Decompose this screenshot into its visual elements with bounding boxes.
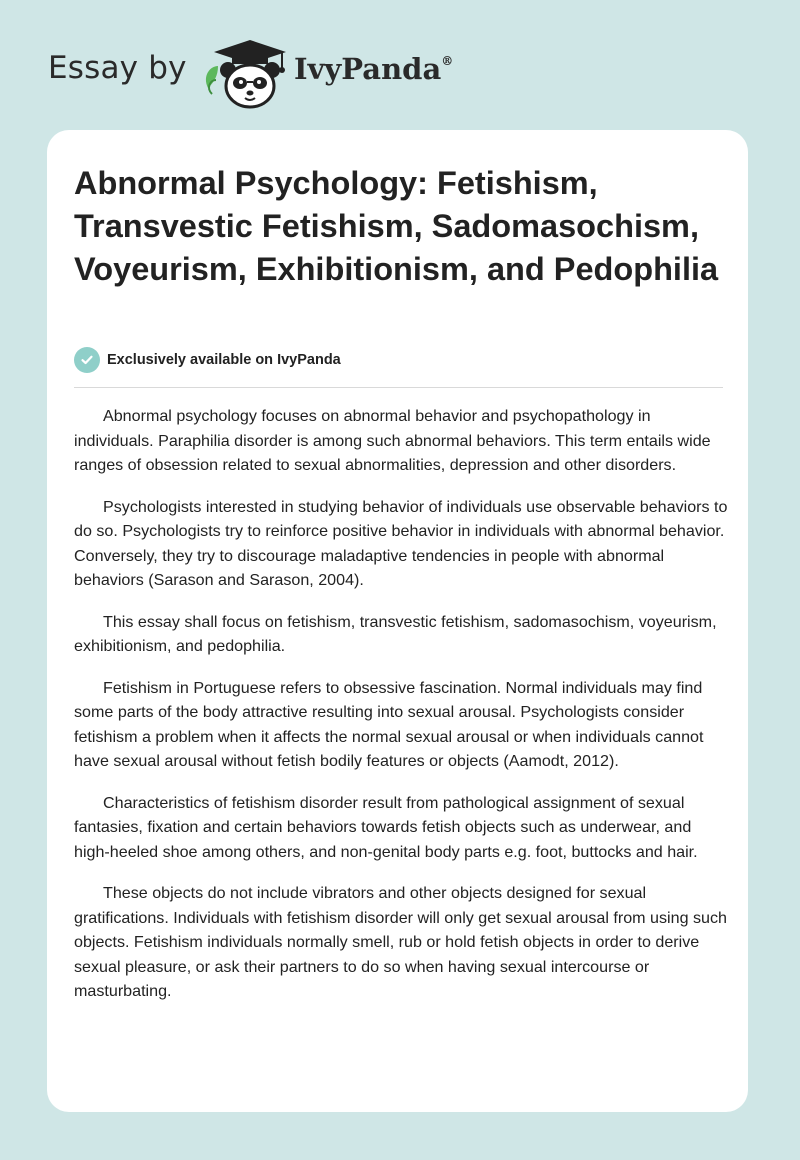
- paragraph: Abnormal psychology focuses on abnormal behavior and psychopathology in individuals. Paraphilia disorder is among such abnormal behaviors. This term entails wide ranges of obsession related to sexual abnormalities, depression and other disorders.: [74, 407, 711, 474]
- brand-name[interactable]: IvyPanda®: [294, 52, 454, 86]
- paragraph: Fetishism in Portuguese refers to obsessive fascination. Normal individuals may find some parts of the body attractive resulting into sexual arousal. Psychologists consider fetishism a problem when it affects the normal sexual arousal or when individuals cannot have sexual arousal without fetish bodily features or objects (Aamodt, 2012).: [74, 678, 704, 770]
- exclusive-label: Exclusively available on IvyPanda: [107, 352, 341, 368]
- panda-graduate-icon[interactable]: [200, 36, 290, 110]
- exclusive-badge: [74, 346, 341, 374]
- essay-by-label: Essay by: [48, 50, 187, 86]
- paragraph: This essay shall focus on fetishism, transvestic fetishism, sadomasochism, voyeurism, exhibitionism, and pedophilia.: [74, 612, 717, 655]
- check-badge-icon: [74, 347, 100, 373]
- divider: [74, 387, 723, 388]
- paragraph: These objects do not include vibrators and other objects designed for sexual gratifications. Individuals with fetishism disorder will only get sexual arousal from using such objects. Fetishism individuals normally smell, rub or hold fetish objects in order to derive sexual pleasure, or ask their partners to do so when having sexual intercourse or masturbating.: [74, 884, 727, 1000]
- essay-card: [47, 130, 748, 1112]
- registered-mark: ®: [441, 54, 454, 68]
- paragraph: Psychologists interested in studying behavior of individuals use observable behaviors to do so. Psychologists try to reinforce positive behavior in individuals with abnormal behavior. Conversely, they try to discourage maladaptive tendencies in people with abnormal behaviors (Sarason and Sarason, 2004).: [74, 497, 728, 589]
- paragraph: Characteristics of fetishism disorder result from pathological assignment of sexual fantasies, fixation and certain behaviors towards fetish objects such as underwear, and high-heeled shoe among others, and non-genital body parts e.g. foot, buttocks and hair.: [74, 793, 698, 861]
- essay-body: [74, 404, 729, 1021]
- site-header: [48, 34, 748, 110]
- essay-title: Abnormal Psychology: Fetishism, Transvestic Fetishism, Sadomasochism, Voyeurism, Exhibitionism, and Pedophilia: [74, 165, 719, 287]
